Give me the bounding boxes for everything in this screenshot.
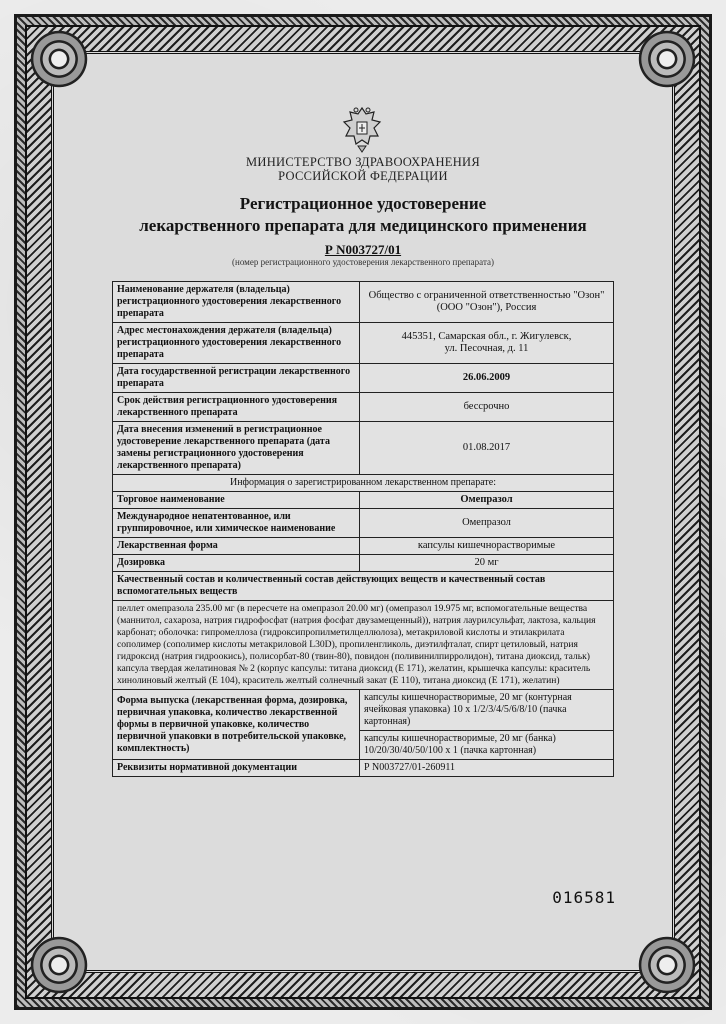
validity-label: Срок действия регистрационного удостоверения лекарственного препарата	[113, 393, 360, 422]
table-row	[113, 509, 614, 538]
table-row	[113, 282, 614, 323]
ministry-line-2: РОССИЙСКОЙ ФЕДЕРАЦИИ	[278, 169, 448, 183]
table-row	[113, 323, 614, 364]
change-date-value: 01.08.2017	[360, 422, 614, 475]
address-line-2: ул. Песочная, д. 11	[444, 343, 529, 354]
form-value: капсулы кишечнорастворимые	[360, 538, 614, 555]
address-value	[360, 323, 614, 364]
registration-number: Р N003727/01	[324, 242, 402, 257]
info-header: Информация о зарегистрированном лекарственном препарате:	[113, 475, 614, 492]
reg-date-label: Дата государственной регистрации лекарственного препарата	[113, 364, 360, 393]
composition-label: Качественный состав и количественный состав действующих веществ и качественный состав вспомогательных веществ	[113, 572, 614, 601]
dosage-label: Дозировка	[113, 555, 360, 572]
inn-label: Международное непатентованное, или группировочное, или химическое наименование	[113, 509, 360, 538]
normative-value: Р N003727/01-260911	[360, 760, 614, 777]
inn-value: Омепразол	[360, 509, 614, 538]
document-title	[112, 193, 614, 237]
table-row	[113, 393, 614, 422]
table-row	[113, 475, 614, 492]
table-row	[113, 690, 614, 731]
change-date-label: Дата внесения изменений в регистрационное удостоверение лекарственного препарата (дата замены регистрационного удостоверения лекарственного препарата)	[113, 422, 360, 475]
composition-value: пеллет омепразола 235.00 мг (в пересчете на омепразол 20.00 мг) (омепразол 19.975 мг, вспомогательные вещества (маннитол, сахароза, натрия гидрофосфат (натрия фосфат двузамещенный)), натрия лаурилсульфат, лактоза, кальция карбонат; оболочка: гипромеллоза (гидроксипропилметилцеллюлоза), метакриловой кислоты и этилакрилата сополимер (сополимер кислоты метакриловой L30D), пропиленгликоль, диэтилфталат, спирт цетиловый, натрия гидроксид (натрия гидроокись), полисорбат-80 (твин-80), повидон (поливинилпирролидон), титана диоксид, тальк) капсула твердая желатиновая № 2 (корпус капсулы: титана диоксид (Е 171), желатин, крышечка капсулы: краситель хинолиновый желтый (Е 104), краситель желтый солнечный закат (Е 110), титана диоксид (Е 171), желатин)	[113, 601, 614, 690]
validity-value: бессрочно	[360, 393, 614, 422]
dosage-value: 20 мг	[360, 555, 614, 572]
registration-number-caption: (номер регистрационного удостоверения лекарственного препарата)	[232, 257, 494, 267]
trade-name-value: Омепразол	[360, 492, 614, 509]
serial-number: 016581	[552, 888, 616, 907]
holder-value: Общество с ограниченной ответственностью "Озон" (ООО "Озон"), Россия	[360, 282, 614, 323]
table-row	[113, 601, 614, 690]
table-row	[113, 760, 614, 777]
address-line-1: 445351, Самарская обл., г. Жигулевск,	[401, 331, 572, 342]
coat-of-arms-icon	[338, 104, 386, 154]
holder-label: Наименование держателя (владельца) регистрационного удостоверения лекарственного препарата	[113, 282, 360, 323]
address-label: Адрес местонахождения держателя (владельца) регистрационного удостоверения лекарственного препарата	[113, 323, 360, 364]
corner-rosette-icon	[29, 935, 89, 995]
release-value-2: капсулы кишечнорастворимые, 20 мг (банка) 10/20/30/40/50/100 x 1 (пачка картонная)	[360, 731, 614, 760]
corner-rosette-icon	[637, 29, 697, 89]
certificate-table	[112, 281, 614, 777]
ministry-line-1: МИНИСТЕРСТВО ЗДРАВООХРАНЕНИЯ	[245, 155, 481, 169]
table-row	[113, 555, 614, 572]
table-row	[113, 422, 614, 475]
corner-rosette-icon	[29, 29, 89, 89]
release-label: Форма выпуска (лекарственная форма, дозировка, первичная упаковка, количество лекарственной формы в первичной упаковке, количество первичной упаковки в потребительской упаковке, комплектность)	[113, 690, 360, 760]
table-row	[113, 538, 614, 555]
title-line-1: Регистрационное удостоверение	[239, 194, 487, 213]
trade-name-label: Торговое наименование	[113, 492, 360, 509]
table-row	[113, 572, 614, 601]
table-row	[113, 364, 614, 393]
release-value-1: капсулы кишечнорастворимые, 20 мг (контурная ячейковая упаковка) 10 x 1/2/3/4/5/6/8/10 (пачка картонная)	[360, 690, 614, 731]
reg-date-value: 26.06.2009	[360, 364, 614, 393]
ministry-name	[112, 155, 614, 183]
corner-rosette-icon	[637, 935, 697, 995]
table-row	[113, 492, 614, 509]
title-line-2: лекарственного препарата для медицинского применения	[139, 216, 587, 235]
form-label: Лекарственная форма	[113, 538, 360, 555]
normative-label: Реквизиты нормативной документации	[113, 760, 360, 777]
